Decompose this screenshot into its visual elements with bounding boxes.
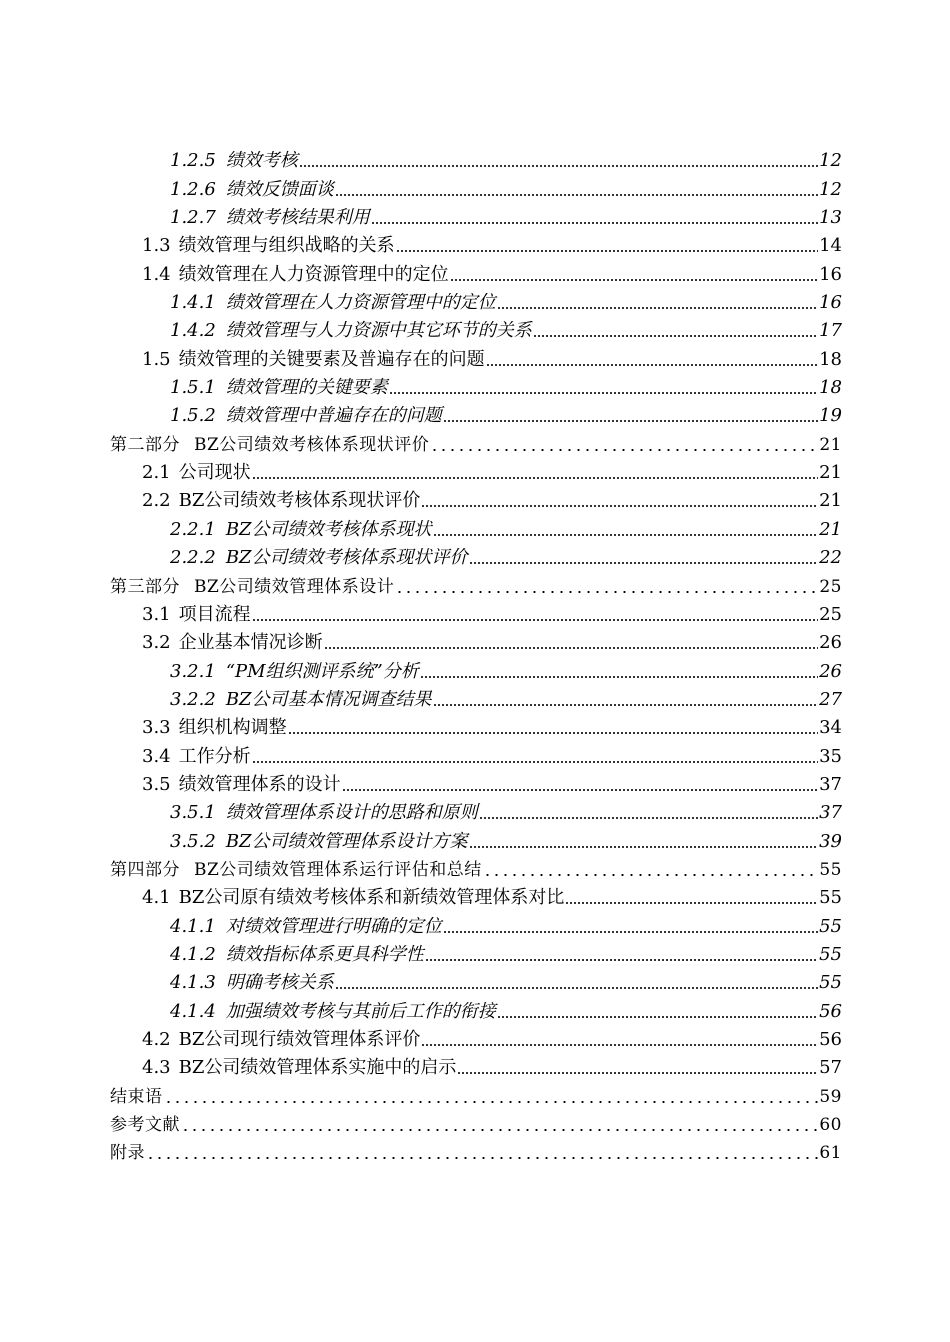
toc-entry[interactable] bbox=[110, 1079, 842, 1107]
toc-entry-title: BZ公司绩效考核体系现状评价 bbox=[225, 547, 468, 569]
toc-entry-page-number: 59 bbox=[819, 1086, 842, 1107]
toc-entry[interactable] bbox=[110, 853, 842, 881]
toc-entry-title: 绩效管理在人力资源管理中的定位 bbox=[225, 292, 496, 314]
toc-entry-page-number: 60 bbox=[819, 1115, 842, 1136]
toc-entry-page-number: 56 bbox=[819, 1000, 842, 1022]
toc-entry-page-number: 18 bbox=[819, 348, 842, 370]
toc-entry-number: 1.3 bbox=[142, 235, 171, 257]
toc-entry-number: 3.5.2 bbox=[170, 830, 216, 852]
toc-entry-number: 4.1.2 bbox=[170, 943, 216, 965]
dot-leader bbox=[181, 1128, 818, 1132]
toc-entry-number: 第三部分 bbox=[110, 576, 180, 597]
toc-entry-title: 绩效考核 bbox=[225, 150, 298, 172]
toc-entry-title: BZ公司原有绩效考核体系和新绩效管理体系对比 bbox=[178, 887, 565, 909]
dot-leader bbox=[299, 164, 818, 168]
toc-entry[interactable] bbox=[110, 399, 842, 427]
toc-entry-title: 对绩效管理进行明确的定位 bbox=[225, 915, 442, 937]
toc-entry-title: BZ公司绩效管理体系实施中的启示 bbox=[178, 1057, 457, 1079]
toc-entry-page-number: 12 bbox=[819, 150, 842, 172]
toc-entry-title: 绩效反馈面谈 bbox=[225, 178, 334, 200]
toc-entry-title: 组织机构调整 bbox=[178, 717, 287, 739]
toc-entry[interactable] bbox=[110, 456, 842, 484]
toc-entry-page-number: 17 bbox=[819, 320, 842, 342]
toc-entry-page-number: 55 bbox=[819, 887, 842, 909]
toc-entry-page-number: 55 bbox=[819, 915, 842, 937]
toc-entry-title: 绩效管理中普遍存在的问题 bbox=[225, 405, 442, 427]
dot-leader bbox=[395, 590, 818, 594]
toc-entry[interactable] bbox=[110, 569, 842, 597]
toc-entry[interactable] bbox=[110, 144, 842, 172]
toc-entry-title: 绩效管理在人力资源管理中的定位 bbox=[178, 263, 449, 285]
dot-leader bbox=[371, 221, 818, 225]
toc-entry-number: 4.3 bbox=[142, 1057, 171, 1079]
toc-entry-title: BZ公司绩效考核体系现状评价 bbox=[178, 490, 421, 512]
dot-leader bbox=[433, 533, 819, 537]
toc-entry-number: 1.2.5 bbox=[170, 150, 216, 172]
toc-entry-page-number: 34 bbox=[819, 717, 842, 739]
dot-leader bbox=[252, 618, 818, 622]
toc-entry-page-number: 22 bbox=[819, 547, 842, 569]
toc-entry-title: 绩效管理与人力资源中其它环节的关系 bbox=[225, 320, 532, 342]
toc-entry-page-number: 18 bbox=[819, 377, 842, 399]
toc-entry-page-number: 55 bbox=[819, 972, 842, 994]
toc-entry-number: 1.4.2 bbox=[170, 320, 216, 342]
toc-entry-page-number: 26 bbox=[819, 632, 842, 654]
toc-entry[interactable] bbox=[110, 371, 842, 399]
toc-entry-page-number: 16 bbox=[819, 263, 842, 285]
toc-entry-title: 绩效管理体系的设计 bbox=[178, 773, 341, 795]
toc-entry[interactable] bbox=[110, 1108, 842, 1136]
toc-entry-title: BZ公司绩效管理体系运行评估和总结 bbox=[194, 859, 482, 880]
dot-leader bbox=[533, 334, 818, 338]
toc-entry-page-number: 21 bbox=[819, 434, 842, 455]
toc-entry-title: BZ公司绩效管理体系设计方案 bbox=[225, 830, 468, 852]
toc-entry[interactable] bbox=[110, 824, 842, 852]
dot-leader bbox=[164, 1100, 819, 1104]
toc-entry-title: BZ公司绩效考核体系现状 bbox=[225, 518, 432, 540]
toc-entry-title: 明确考核关系 bbox=[225, 972, 334, 994]
toc-entry-title: 参考文献 bbox=[110, 1115, 180, 1136]
toc-entry-page-number: 27 bbox=[819, 688, 842, 710]
dot-leader bbox=[335, 193, 818, 197]
toc-entry-title: 工作分析 bbox=[178, 745, 251, 767]
toc-entry[interactable] bbox=[110, 768, 842, 796]
toc-entry-number: 1.2.7 bbox=[170, 207, 216, 229]
toc-entry-page-number: 61 bbox=[819, 1143, 842, 1164]
toc-entry[interactable] bbox=[110, 711, 842, 739]
toc-entry[interactable] bbox=[110, 229, 842, 257]
toc-entry[interactable] bbox=[110, 598, 842, 626]
toc-entry-page-number: 19 bbox=[819, 405, 842, 427]
toc-entry[interactable] bbox=[110, 314, 842, 342]
toc-entry[interactable] bbox=[110, 342, 842, 370]
dot-leader bbox=[486, 363, 818, 367]
dot-leader bbox=[469, 845, 819, 849]
toc-entry-title: 绩效管理的关键要素及普遍存在的问题 bbox=[178, 348, 485, 370]
toc-entry[interactable] bbox=[110, 626, 842, 654]
toc-entry[interactable] bbox=[110, 796, 842, 824]
toc-entry-number: 1.4 bbox=[142, 263, 171, 285]
toc-entry-number: 4.1.1 bbox=[170, 915, 216, 937]
toc-entry-page-number: 55 bbox=[819, 943, 842, 965]
toc-entry-number: 第二部分 bbox=[110, 434, 180, 455]
toc-entry[interactable] bbox=[110, 541, 842, 569]
toc-entry-page-number: 21 bbox=[819, 518, 842, 540]
dot-leader bbox=[425, 958, 818, 962]
toc-entry-page-number: 56 bbox=[819, 1029, 842, 1050]
toc-entry-title: 绩效管理与组织战略的关系 bbox=[178, 235, 395, 257]
toc-entry[interactable] bbox=[110, 172, 842, 200]
toc-entry-number: 4.1.3 bbox=[170, 972, 216, 994]
toc-entry-number: 1.2.6 bbox=[170, 178, 216, 200]
dot-leader bbox=[497, 306, 818, 310]
toc-entry-page-number: 21 bbox=[819, 490, 842, 512]
toc-entry-page-number: 26 bbox=[819, 660, 842, 682]
toc-entry-page-number: 14 bbox=[819, 235, 842, 257]
toc-entry-number: 第四部分 bbox=[110, 859, 180, 880]
toc-entry[interactable] bbox=[110, 966, 842, 994]
toc-entry[interactable] bbox=[110, 683, 842, 711]
toc-entry-title: BZ公司基本情况调查结果 bbox=[225, 688, 432, 710]
dot-leader bbox=[421, 504, 818, 508]
toc-entry-title: BZ公司绩效管理体系设计 bbox=[194, 576, 395, 597]
toc-entry[interactable] bbox=[110, 994, 842, 1022]
toc-entry-title: BZ公司现行绩效管理体系评价 bbox=[178, 1029, 421, 1050]
toc-entry-number: 1.5.1 bbox=[170, 377, 216, 399]
toc-entry-page-number: 37 bbox=[819, 802, 842, 824]
dot-leader bbox=[146, 1156, 818, 1160]
dot-leader bbox=[565, 901, 818, 905]
toc-entry-number: 3.5 bbox=[142, 773, 171, 795]
toc-entry-number: 1.5 bbox=[142, 348, 171, 370]
toc-entry-number: 3.2.2 bbox=[170, 688, 216, 710]
toc-entry-number: 4.1.4 bbox=[170, 1000, 216, 1022]
dot-leader bbox=[252, 760, 818, 764]
toc-entry-number: 2.2.1 bbox=[170, 518, 216, 540]
toc-entry-title: 附录 bbox=[110, 1143, 145, 1164]
toc-entry[interactable] bbox=[110, 739, 842, 767]
toc-entry[interactable] bbox=[110, 1136, 842, 1164]
toc-entry-number: 3.2.1 bbox=[170, 660, 216, 682]
dot-leader bbox=[443, 419, 818, 423]
toc-entry[interactable] bbox=[110, 257, 842, 285]
toc-entry[interactable] bbox=[110, 1051, 842, 1079]
toc-entry[interactable] bbox=[110, 938, 842, 966]
toc-entry-number: 3.2 bbox=[142, 632, 171, 654]
toc-entry-title: 结束语 bbox=[110, 1086, 163, 1107]
toc-entry-page-number: 13 bbox=[819, 207, 842, 229]
toc-entry-title: 加强绩效考核与其前后工作的衔接 bbox=[225, 1000, 496, 1022]
toc-entry[interactable] bbox=[110, 201, 842, 229]
toc-entry-page-number: 16 bbox=[819, 292, 842, 314]
toc-entry-number: 2.1 bbox=[142, 462, 171, 484]
dot-leader bbox=[252, 476, 818, 480]
toc-entry-page-number: 25 bbox=[819, 603, 842, 625]
toc-entry-title: 公司现状 bbox=[178, 462, 251, 484]
toc-entry-page-number: 25 bbox=[819, 576, 842, 597]
toc-entry[interactable] bbox=[110, 427, 842, 455]
toc-entry-number: 2.2 bbox=[142, 490, 171, 512]
dot-leader bbox=[389, 391, 818, 395]
toc-entry-title: “PM组织测评系统”分析 bbox=[225, 660, 419, 682]
toc-entry-page-number: 39 bbox=[819, 830, 842, 852]
dot-leader bbox=[335, 986, 818, 990]
toc-entry[interactable] bbox=[110, 286, 842, 314]
dot-leader bbox=[457, 1071, 818, 1075]
toc-entry-number: 1.4.1 bbox=[170, 292, 216, 314]
toc-entry-title: 绩效指标体系更具科学性 bbox=[225, 943, 424, 965]
toc-entry[interactable] bbox=[110, 484, 842, 512]
dot-leader bbox=[450, 278, 818, 282]
toc-entry-title: 项目流程 bbox=[178, 603, 251, 625]
toc-entry-number: 3.4 bbox=[142, 745, 171, 767]
toc-entry-page-number: 21 bbox=[819, 462, 842, 484]
toc-entry-page-number: 55 bbox=[819, 859, 842, 880]
toc-entry-number: 3.1 bbox=[142, 603, 171, 625]
dot-leader bbox=[420, 675, 818, 679]
toc-entry[interactable] bbox=[110, 512, 842, 540]
dot-leader bbox=[342, 788, 818, 792]
dot-leader bbox=[324, 646, 818, 650]
dot-leader bbox=[288, 731, 818, 735]
toc-entry-number: 1.5.2 bbox=[170, 405, 216, 427]
dot-leader bbox=[483, 873, 819, 877]
toc-entry-title: 绩效管理的关键要素 bbox=[225, 377, 388, 399]
toc-entry-page-number: 37 bbox=[819, 773, 842, 795]
toc-entry-title: 企业基本情况诊断 bbox=[178, 632, 323, 654]
dot-leader bbox=[430, 448, 818, 452]
dot-leader bbox=[479, 816, 818, 820]
toc-entry[interactable] bbox=[110, 881, 842, 909]
dot-leader bbox=[433, 703, 819, 707]
dot-leader bbox=[497, 1015, 818, 1019]
toc-entry-number: 2.2.2 bbox=[170, 547, 216, 569]
toc-entry-page-number: 12 bbox=[819, 178, 842, 200]
dot-leader bbox=[469, 561, 819, 565]
toc-entry[interactable] bbox=[110, 1023, 842, 1051]
dot-leader bbox=[396, 249, 818, 253]
toc-entry[interactable] bbox=[110, 654, 842, 682]
toc-entry-title: BZ公司绩效考核体系现状评价 bbox=[194, 434, 430, 455]
toc-entry-number: 4.2 bbox=[142, 1029, 171, 1050]
toc-entry-number: 3.3 bbox=[142, 717, 171, 739]
dot-leader bbox=[443, 930, 818, 934]
toc-entry-page-number: 57 bbox=[819, 1057, 842, 1079]
toc-entry[interactable] bbox=[110, 909, 842, 937]
toc-entry-title: 绩效管理体系设计的思路和原则 bbox=[225, 802, 478, 824]
toc-entry-title: 绩效考核结果利用 bbox=[225, 207, 370, 229]
dot-leader bbox=[421, 1043, 818, 1047]
toc-entry-number: 4.1 bbox=[142, 887, 171, 909]
toc-entry-page-number: 35 bbox=[819, 745, 842, 767]
table-of-contents bbox=[110, 144, 842, 1164]
toc-entry-number: 3.5.1 bbox=[170, 802, 216, 824]
